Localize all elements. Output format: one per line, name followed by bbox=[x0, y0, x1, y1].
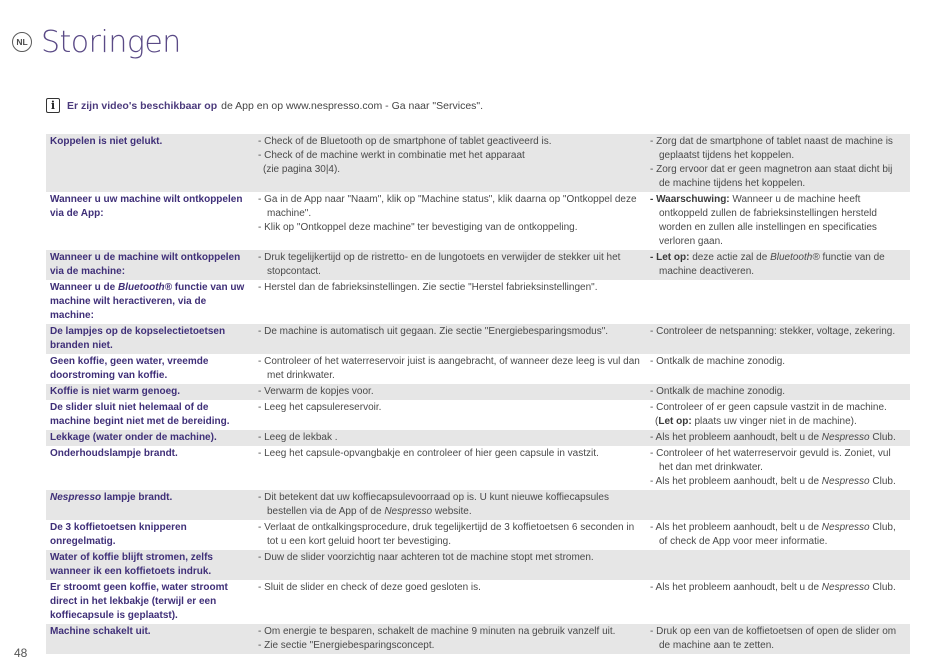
problem-cell: Lekkage (water onder de machine). bbox=[46, 430, 254, 446]
brand-name: Nespresso bbox=[384, 506, 433, 517]
page-number: 48 bbox=[14, 646, 28, 660]
solution-item: - Ontkalk de machine zonodig. bbox=[650, 356, 786, 367]
info-bold-text: Er zijn video's beschikbaar op bbox=[67, 99, 218, 112]
brand-name: Nespresso bbox=[821, 582, 870, 593]
page-header bbox=[12, 22, 181, 62]
cause-item: - Herstel dan de fabrieksinstellingen. Zie sectie "Herstel fabrieksinstellingen". bbox=[258, 282, 598, 293]
solution-label: Let op: bbox=[658, 416, 692, 427]
solution-cell bbox=[646, 192, 910, 250]
solution-cell bbox=[646, 250, 910, 280]
cause-text: - Dit betekent dat uw koffiecapsulevoorraad op is. U kunt nieuwe koffiecapsules bestellen via de App of de bbox=[258, 492, 609, 517]
solution-text: functie van de machine deactiveren. bbox=[659, 252, 885, 277]
troubleshooting-table bbox=[46, 134, 910, 654]
cause-cell bbox=[254, 550, 646, 580]
solution-cell bbox=[646, 400, 910, 430]
cause-text: website. bbox=[434, 506, 472, 517]
solution-text: - Als het probleem aanhoudt, belt u de bbox=[650, 522, 820, 533]
table-row bbox=[46, 580, 910, 624]
cause-item: - Om energie te besparen, schakelt de machine 9 minuten na gebruik vanzelf uit. bbox=[258, 626, 616, 637]
table-row bbox=[46, 384, 910, 400]
solution-item: - Controleer of het waterreservoir gevuld is. Zoniet, vul het dan met drinkwater. bbox=[650, 448, 891, 473]
cause-cell bbox=[254, 580, 646, 624]
page-title: Storingen bbox=[41, 24, 181, 60]
table-row bbox=[46, 520, 910, 550]
problem-text: functie van uw machine wilt heractiveren, via de machine: bbox=[50, 282, 245, 321]
cause-item: - Druk tegelijkertijd op de ristretto- en de lungotoets en verwijder de stekker uit het stopcontact. bbox=[258, 252, 621, 277]
problem-cell: Machine schakelt uit. bbox=[46, 624, 254, 654]
solution-text: Club. bbox=[872, 432, 896, 443]
brand-name: Nespresso bbox=[50, 492, 102, 503]
solution-item: - Druk op een van de koffietoetsen of open de slider om de machine aan te zetten. bbox=[650, 626, 897, 651]
problem-cell: Wanneer u uw machine wilt ontkoppelen via de App: bbox=[50, 194, 243, 219]
brand-name: Bluetooth® bbox=[770, 252, 820, 263]
solution-text: Club. bbox=[872, 476, 896, 487]
solution-text: Wanneer u de machine heeft ontkoppeld zullen de fabrieksinstellingen hersteld worden en zullen alle instellingen en specificaties verloren gaan. bbox=[659, 194, 877, 247]
cause-item: - De machine is automatisch uit gegaan. Zie sectie "Energiebesparingsmodus". bbox=[258, 326, 609, 337]
problem-cell bbox=[46, 490, 254, 520]
problem-cell: Onderhoudslampje brandt. bbox=[50, 448, 178, 459]
table-row bbox=[46, 430, 910, 446]
cause-cell bbox=[254, 384, 646, 400]
solution-text: - Als het probleem aanhoudt, belt u de bbox=[650, 476, 820, 487]
table-row bbox=[46, 134, 910, 192]
solution-text: - Als het probleem aanhoudt, belt u de bbox=[650, 582, 820, 593]
problem-cell: Koppelen is niet gelukt. bbox=[46, 134, 254, 192]
problem-cell: Er stroomt geen koffie, water stroomt direct in het lekbakje (terwijl er een koffiecapsule is geplaatst). bbox=[50, 582, 228, 621]
solution-text: Club. bbox=[872, 582, 896, 593]
solution-item bbox=[650, 521, 906, 549]
solution-cell bbox=[646, 446, 910, 490]
cause-item: - Verwarm de kopjes voor. bbox=[258, 386, 374, 397]
problem-cell: De 3 koffietoetsen knipperen onregelmatig. bbox=[50, 522, 187, 547]
cause-item: - Check of de Bluetooth op de smartphone of tablet geactiveerd is. bbox=[258, 136, 552, 147]
cause-cell bbox=[254, 324, 646, 354]
table-row bbox=[46, 446, 910, 490]
solution-label: - Waarschuwing: bbox=[650, 194, 730, 205]
cause-item: - Verlaat de ontkalkingsprocedure, druk tegelijkertijd de 3 koffietoetsen 6 seconden in tot u een kort geluid hoort ter bevestiging. bbox=[258, 522, 635, 547]
brand-name: Nespresso bbox=[821, 522, 870, 533]
solution-cell bbox=[646, 384, 910, 400]
problem-cell: Koffie is niet warm genoeg. bbox=[46, 384, 254, 400]
solution-item: - Zorg ervoor dat er geen magnetron aan staat dicht bij de machine tijdens het koppelen. bbox=[650, 164, 893, 189]
cause-cell bbox=[254, 250, 646, 280]
solution-cell bbox=[646, 134, 910, 192]
brand-name: Nespresso bbox=[821, 432, 870, 443]
cause-item: - Duw de slider voorzichtig naar achteren tot de machine stopt met stromen. bbox=[258, 552, 594, 563]
cause-item: - Leeg het capsulereservoir. bbox=[258, 402, 382, 413]
solution-item bbox=[650, 475, 906, 489]
solution-item: - Controleer of er geen capsule vastzit in de machine. bbox=[650, 402, 887, 413]
cause-item: - Check of de machine werkt in combinatie met het apparaat bbox=[258, 150, 525, 161]
table-row bbox=[46, 192, 910, 250]
solution-cell bbox=[646, 354, 910, 384]
problem-cell: De lampjes op de kopselectietoetsen branden niet. bbox=[46, 324, 254, 354]
solution-cell bbox=[646, 490, 910, 520]
cause-cell bbox=[254, 280, 646, 324]
cause-cell bbox=[254, 354, 646, 384]
cause-item bbox=[258, 491, 642, 519]
brand-name: Bluetooth® bbox=[117, 282, 173, 293]
table-row bbox=[46, 250, 910, 280]
cause-item: - Zie sectie "Energiebesparingsconcept. bbox=[258, 640, 435, 651]
cause-item: - Leeg het capsule-opvangbakje en controleer of hier geen capsule in vastzit. bbox=[258, 448, 599, 459]
cause-cell bbox=[254, 624, 646, 654]
solution-item: - Controleer de netspanning: stekker, voltage, zekering. bbox=[650, 326, 896, 337]
solution-item: - Zorg dat de smartphone of tablet naast de machine is geplaatst tijdens het koppelen. bbox=[650, 136, 893, 161]
problem-cell: De slider sluit niet helemaal of de machine begint niet met de bereiding. bbox=[50, 402, 230, 427]
solution-cell bbox=[646, 520, 910, 550]
solution-cell bbox=[646, 624, 910, 654]
cause-cell bbox=[254, 490, 646, 520]
cause-cell bbox=[254, 520, 646, 550]
solution-item bbox=[650, 193, 906, 249]
problem-text: Wanneer u de bbox=[50, 282, 116, 293]
cause-item: - Leeg de lekbak . bbox=[258, 432, 338, 443]
cause-item: - Controleer of het waterreservoir juist is aangebracht, of wanneer deze leeg is vul dan met drinkwater. bbox=[258, 356, 640, 381]
solution-item: (Let op: plaats uw vinger niet in de machine). bbox=[655, 416, 857, 427]
solution-cell bbox=[646, 430, 910, 446]
problem-cell: Water of koffie blijft stromen, zelfs wanneer ik een koffietoets indruk. bbox=[46, 550, 254, 580]
problem-cell bbox=[46, 280, 254, 324]
table-row bbox=[46, 490, 910, 520]
table-row bbox=[46, 400, 910, 430]
problem-cell: Wanneer u de machine wilt ontkoppelen via de machine: bbox=[46, 250, 254, 280]
cause-item: - Ga in de App naar "Naam", klik op "Machine status", klik daarna op "Ontkoppel deze machine". bbox=[258, 194, 637, 219]
cause-cell bbox=[254, 430, 646, 446]
cause-cell bbox=[254, 192, 646, 250]
language-badge: NL bbox=[12, 32, 32, 52]
cause-cell bbox=[254, 134, 646, 192]
solution-cell bbox=[646, 580, 910, 624]
brand-name: Nespresso bbox=[821, 476, 870, 487]
info-icon: i bbox=[46, 98, 60, 113]
solution-text: deze actie zal de bbox=[692, 252, 768, 263]
table-row bbox=[46, 550, 910, 580]
solution-text: - Als het probleem aanhoudt, belt u de bbox=[650, 432, 820, 443]
problem-cell: Geen koffie, geen water, vreemde doorstroming van koffie. bbox=[50, 356, 209, 381]
cause-item: - Klik op "Ontkoppel deze machine" ter bevestiging van de ontkoppeling. bbox=[258, 222, 578, 233]
solution-label: - Let op: bbox=[650, 252, 690, 263]
solution-item: - Ontkalk de machine zonodig. bbox=[650, 386, 786, 397]
cause-item: - Sluit de slider en check of deze goed gesloten is. bbox=[258, 582, 481, 593]
solution-item bbox=[650, 581, 906, 595]
info-line bbox=[46, 98, 483, 113]
table-row bbox=[46, 624, 910, 654]
solution-text: plaats uw vinger niet in de machine). bbox=[694, 416, 857, 427]
solution-cell bbox=[646, 324, 910, 354]
solution-item bbox=[650, 251, 906, 279]
table-row bbox=[46, 280, 910, 324]
solution-item bbox=[650, 431, 906, 445]
cause-cell bbox=[254, 446, 646, 490]
table-row bbox=[46, 324, 910, 354]
cause-item: (zie pagina 30|4). bbox=[263, 164, 341, 175]
table-row bbox=[46, 354, 910, 384]
solution-cell bbox=[646, 550, 910, 580]
solution-cell bbox=[646, 280, 910, 324]
cause-cell bbox=[254, 400, 646, 430]
solution-text: Club, of check de App voor meer informatie. bbox=[659, 522, 896, 547]
info-text: de App en op www.nespresso.com - Ga naar "Services". bbox=[221, 99, 484, 112]
problem-text: lampje brandt. bbox=[103, 492, 173, 503]
